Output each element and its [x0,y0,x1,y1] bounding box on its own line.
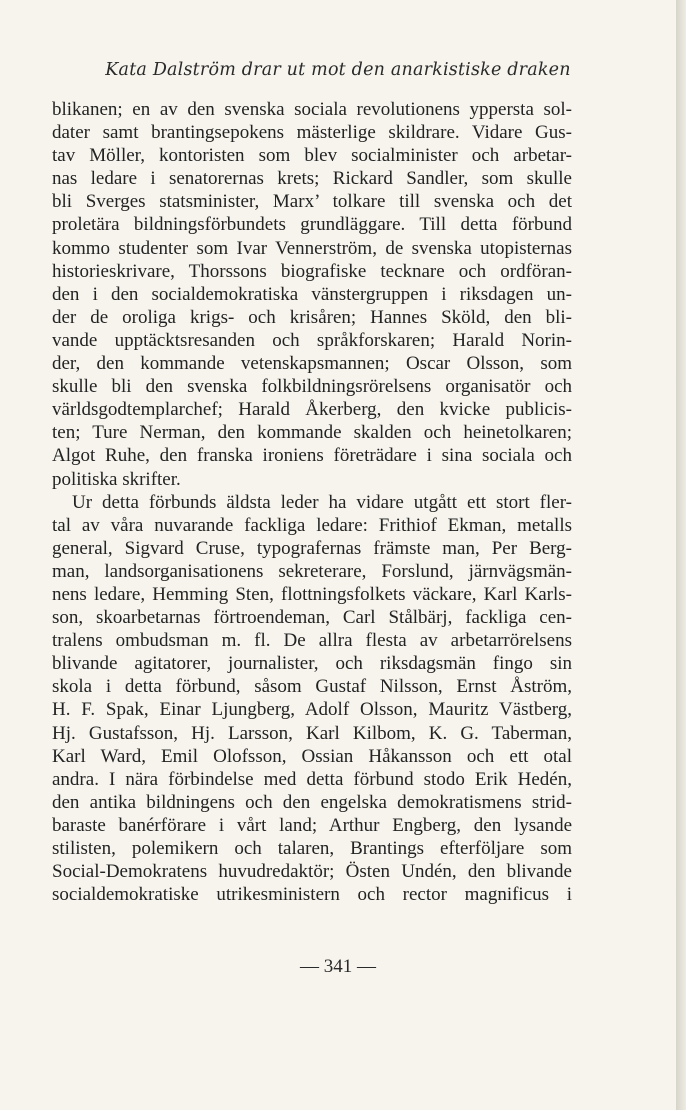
text-line: Ur detta förbunds äldsta leder ha vidare utgått ett stort fler- [72,491,572,513]
text-line: der, den kommande vetenskapsmannen; Oscar Olsson, som [52,353,572,375]
text-line: general, Sigvard Cruse, typografernas främste man, Per Berg- [52,537,572,559]
text-line: vande upptäcktsresanden och språkforskaren; Harald Norin- [52,329,572,351]
text-line: dater samt brantingsepokens mästerlige skildrare. Vidare Gus- [52,122,572,144]
text-line: tav Möller, kontoristen som blev socialminister och arbetar- [52,145,572,167]
text-line: andra. I nära förbindelse med detta förbund stodo Erik Hedén, [52,768,572,790]
text-line: skola i detta förbund, såsom Gustaf Nilsson, Ernst Åström, [52,676,572,698]
paragraph-2 [52,491,572,907]
text-line: son, skoarbetarnas förtroendeman, Carl Stålbärj, fackliga cen- [52,607,572,629]
text-line: skulle bli den svenska folkbildningsrörelsens organisatör och [52,376,572,398]
next-page-edge [676,0,686,1110]
text-line: H. F. Spak, Einar Ljungberg, Adolf Olsson, Mauritz Västberg, [52,699,572,721]
text-line: tralens ombudsman m. fl. De allra flesta av arbetarrörelsens [52,630,572,652]
text-line: nas ledare i senatorernas krets; Rickard Sandler, som skulle [52,168,572,190]
text-line: blikanen; en av den svenska sociala revolutionens yppersta sol- [52,99,572,120]
text-line: tal av våra nuvarande fackliga ledare: Frithiof Ekman, metalls [52,514,572,536]
text-line: der de oroliga krigs- och krisåren; Hannes Sköld, den bli- [52,306,572,328]
text-line: Social-Demokratens huvudredaktör; Östen Undén, den blivande [52,861,572,883]
text-line: bli Sverges statsminister, Marx’ tolkare till svenska och det [52,191,572,213]
paragraph-1 [52,98,572,491]
text-line: Hj. Gustafsson, Hj. Larsson, Karl Kilbom, K. G. Taberman, [52,722,572,744]
text-line: politiska skrifter. [52,468,181,490]
text-line: Algot Ruhe, den franska ironiens företrädare i sina sociala och [52,445,572,467]
text-line: man, landsorganisationens sekreterare, Forslund, järnvägsmän- [52,560,572,582]
text-line: den antika bildningens och den engelska demokratismens strid- [52,791,572,813]
text-line: ten; Ture Nerman, den kommande skalden och heinetolkaren; [52,422,572,444]
text-line: baraste banérförare i vårt land; Arthur Engberg, den lysande [52,814,572,836]
text-line: den i den socialdemokratiska vänstergruppen i riksdagen un- [52,283,572,305]
text-line: socialdemokratiske utrikesministern och rector magnificus i [52,884,572,906]
text-line: historieskrivare, Thorssons biografiske tecknare och ordföran- [52,260,572,282]
text-line: nens ledare, Hemming Sten, flottningsfolkets väckare, Karl Karls- [52,583,572,605]
text-line: proletära bildningsförbundets grundläggare. Till detta förbund [52,214,572,236]
text-line: världsgodtemplarchef; Harald Åkerberg, den kvicke publicis- [52,399,572,421]
running-header: Kata Dalström drar ut mot den anarkistiske draken [105,60,571,80]
text-line: Karl Ward, Emil Olofsson, Ossian Håkansson och ett otal [52,745,572,767]
text-line: blivande agitatorer, journalister, och riksdagsmän fingo sin [52,653,572,675]
text-line: kommo studenter som Ivar Vennerström, de svenska utopisternas [52,237,572,259]
page-number: — 341 — [300,956,376,977]
body-text [52,98,572,906]
text-line: stilisten, polemikern och talaren, Brantings efterföljare som [52,838,572,859]
